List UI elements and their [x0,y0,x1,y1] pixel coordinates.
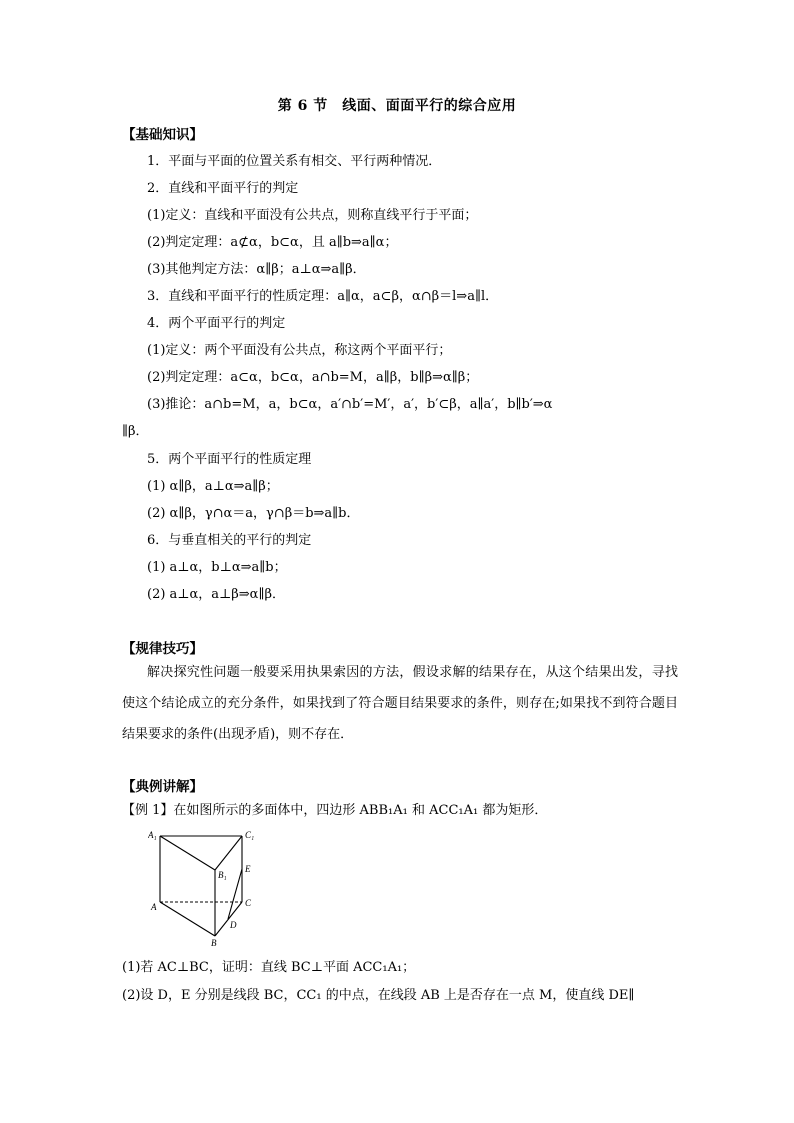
label-d: D [230,920,237,930]
example-1-question-1: (1)若 AC⊥BC，证明：直线 BC⊥平面 ACC₁A₁； [122,960,416,975]
edge-b1c1 [215,836,242,870]
tips-paragraph: 解决探究性问题一般要采用执果索因的方法，假设求解的结果存在，从这个结果出发，寻找使这个结论成立的充分条件，如果找到了符合题目结果要求的条件，则存在;如果找不到符合题目结果要求的条件(出现矛盾)，则不存在． [122,665,678,742]
polyhedron-figure [148,826,258,948]
basic-knowledge-heading: 【基础知识】 [122,127,203,143]
label-a: A [151,902,157,912]
label-b: B [211,938,217,948]
basic-line-12: 5．两个平面平行的性质定理 [147,452,312,467]
basic-line-5: (3)其他判定方法：α∥β；a⊥α⇒a∥β． [147,262,366,277]
example-1-statement: 【例 1】在如图所示的多面体中，四边形 ABB₁A₁ 和 ACC₁A₁ 都为矩形． [122,803,548,818]
label-b1: B₁ [218,870,227,880]
basic-line-3: (1)定义：直线和平面没有公共点，则称直线平行于平面； [147,208,478,223]
tips-heading: 【规律技巧】 [122,641,203,657]
label-e: E [245,864,251,874]
basic-line-14: (2) α∥β，γ∩α＝a，γ∩β＝b⇒a∥b． [147,506,360,521]
edge-a1b1 [160,836,215,870]
examples-heading: 【典例讲解】 [122,779,203,795]
basic-line-11: ∥β． [122,424,149,439]
label-c: C [245,898,252,908]
basic-line-16: (1) a⊥α，b⊥α⇒a∥b； [147,560,287,575]
basic-line-17: (2) a⊥α，a⊥β⇒α∥β． [147,587,285,602]
basic-line-9: (2)判定定理：a⊂α，b⊂α，a∩b=M，a∥β，b∥β⇒α∥β； [147,370,479,385]
basic-line-13: (1) α∥β，a⊥α⇒a∥β； [147,479,279,494]
page-title: 第 6 节 线面、面面平行的综合应用 [277,98,517,114]
label-a1: A₁ [148,830,157,840]
basic-line-1: 1．平面与平面的位置关系有相交、平行两种情况． [147,154,442,169]
basic-line-8: (1)定义：两个平面没有公共点，称这两个平面平行； [147,343,452,358]
basic-line-6: 3．直线和平面平行的性质定理：a∥α，a⊂β，α∩β＝l⇒a∥l． [147,289,499,304]
edge-ab [160,902,215,936]
basic-line-7: 4．两个平面平行的判定 [147,316,286,331]
basic-line-10: (3)推论：a∩b=M，a，b⊂α，a′∩b′=M′，a′，b′⊂β，a∥a′，b∥b′⇒α [147,397,553,412]
basic-line-15: 6．与垂直相关的平行的判定 [147,533,312,548]
label-c1: C₁ [245,830,255,840]
basic-line-2: 2．直线和平面平行的判定 [147,181,299,196]
basic-line-4: (2)判定定理：a⊄α，b⊂α，且 a∥b⇒a∥α； [147,235,398,250]
example-1-question-2: (2)设 D，E 分别是线段 BC，CC₁ 的中点，在线段 AB 上是否存在一点 M，使直线 DE∥ [122,988,635,1003]
